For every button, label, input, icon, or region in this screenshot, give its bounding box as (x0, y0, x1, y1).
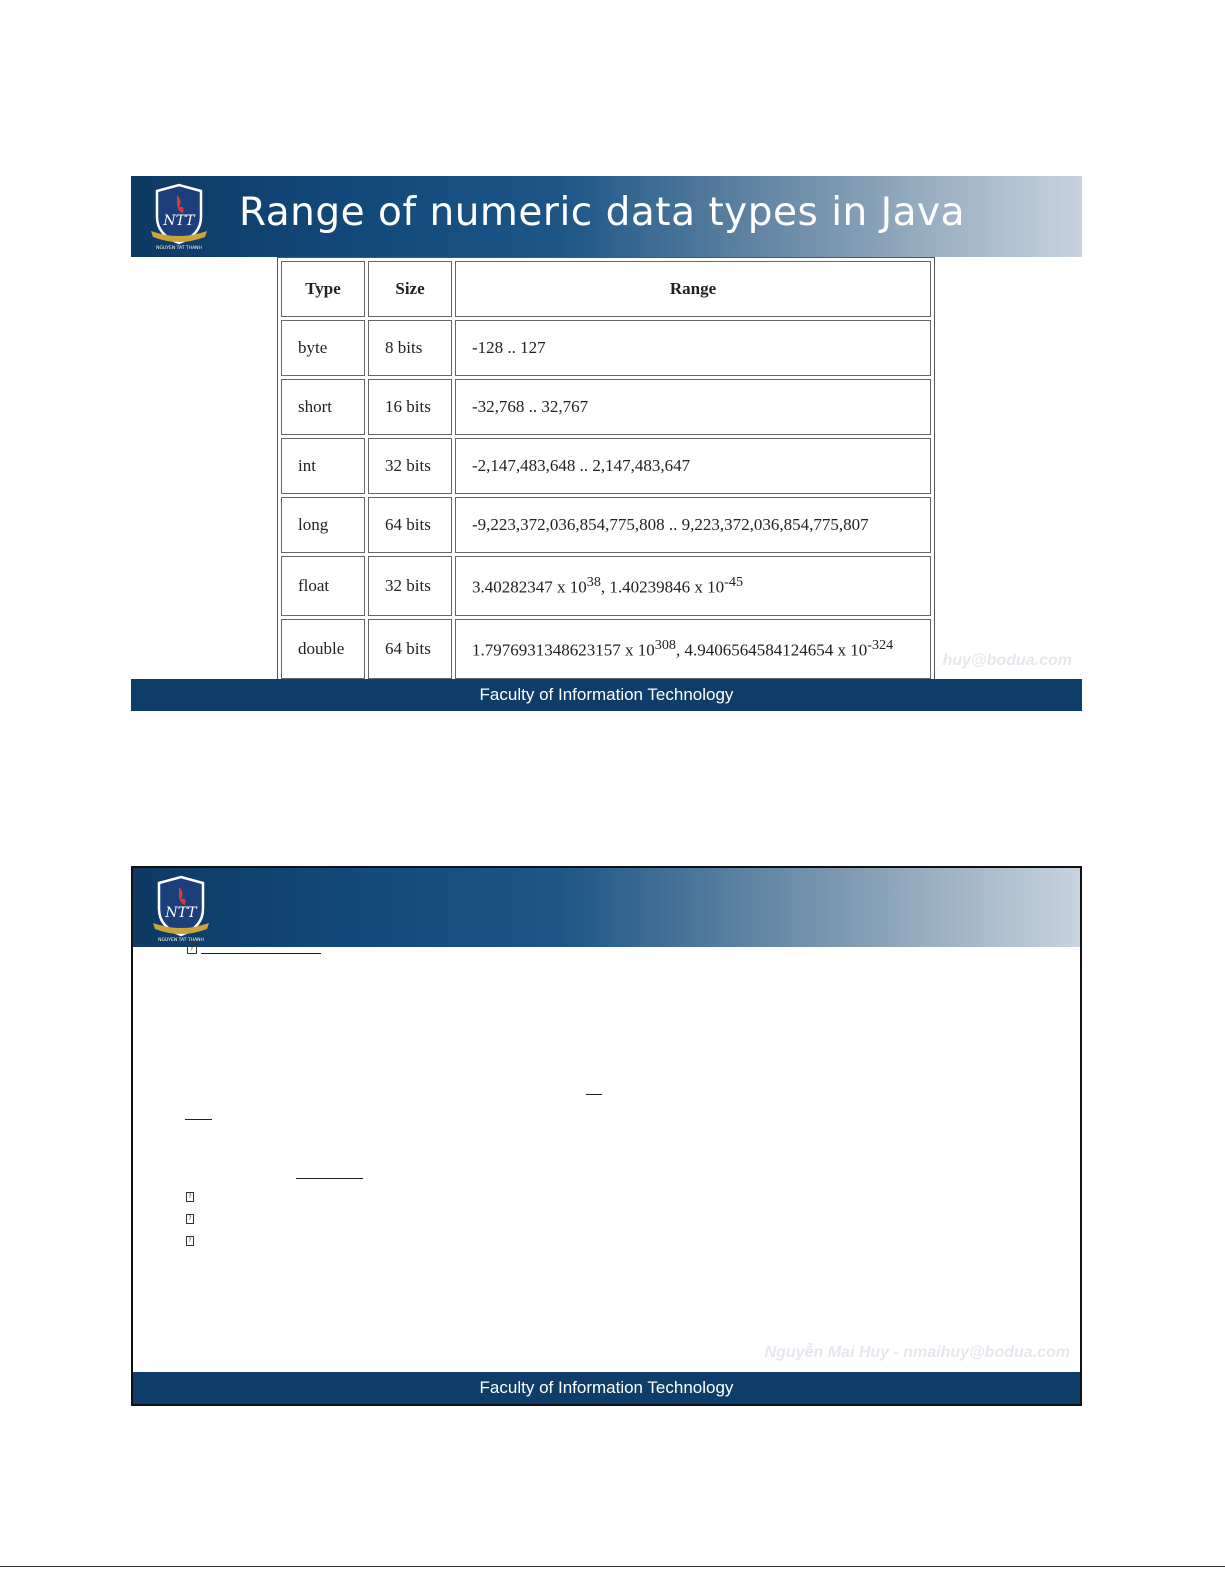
author-watermark: Nguyễn Mai Huy - nmaihuy@bodua.com (764, 1344, 1070, 1361)
table-row (281, 379, 931, 435)
table-row (281, 619, 931, 679)
underline-mark (201, 953, 321, 954)
university-logo-icon (149, 875, 213, 943)
type-cell: long (281, 497, 365, 553)
slide-range-numeric-types (131, 176, 1082, 711)
size-cell: 64 bits (368, 497, 452, 553)
column-header-range: Range (455, 261, 931, 317)
underline-mark (185, 1119, 212, 1120)
table-row (281, 497, 931, 553)
size-cell: 64 bits (368, 619, 452, 679)
range-cell: -2,147,483,648 .. 2,147,483,647 (455, 438, 931, 494)
range-cell: -9,223,372,036,854,775,808 .. 9,223,372,036,854,775,807 (455, 497, 931, 553)
column-header-size: Size (368, 261, 452, 317)
type-cell: short (281, 379, 365, 435)
range-exponent: -324 (867, 637, 894, 654)
range-cell (455, 556, 931, 616)
slide-footer: Faculty of Information Technology (133, 1372, 1080, 1404)
slide-blank-content (131, 866, 1082, 1406)
slide-title: Range of numeric data types in Java (239, 190, 966, 235)
slide-header (133, 868, 1080, 947)
underline-mark (296, 1178, 363, 1179)
svg-text:NGUYEN TAT THANH: NGUYEN TAT THANH (158, 938, 204, 943)
range-cell: -128 .. 127 (455, 320, 931, 376)
type-cell: double (281, 619, 365, 679)
size-cell: 8 bits (368, 320, 452, 376)
range-exponent: 308 (654, 637, 676, 654)
university-logo-icon (147, 183, 211, 251)
range-cell: -32,768 .. 32,767 (455, 379, 931, 435)
size-cell: 32 bits (368, 556, 452, 616)
slide-footer: Faculty of Information Technology (131, 679, 1082, 711)
column-header-type: Type (281, 261, 365, 317)
missing-glyph-bullet-icon: ? (186, 1214, 194, 1224)
table-header-row (281, 261, 931, 317)
size-cell: 16 bits (368, 379, 452, 435)
page-bottom-rule (0, 1566, 1225, 1567)
range-exponent: -45 (724, 574, 744, 591)
range-part: , 1.40239846 x 10 (600, 577, 725, 597)
range-part: 1.7976931348623157 x 10 (472, 640, 655, 660)
range-exponent: 38 (586, 574, 601, 591)
type-cell: byte (281, 320, 365, 376)
missing-glyph-bullet-icon: ? (187, 942, 197, 954)
range-part: 3.40282347 x 10 (472, 577, 587, 597)
author-watermark: huy@bodua.com (942, 652, 1072, 669)
range-part: , 4.9406564584124654 x 10 (675, 640, 868, 660)
missing-glyph-bullet-icon: ? (186, 1236, 194, 1246)
type-cell: float (281, 556, 365, 616)
type-cell: int (281, 438, 365, 494)
svg-text:NTT: NTT (165, 905, 197, 921)
svg-text:NTT: NTT (163, 213, 195, 229)
slide-header (131, 176, 1082, 257)
size-cell: 32 bits (368, 438, 452, 494)
numeric-types-table (277, 257, 935, 683)
missing-glyph-bullet-icon: ? (186, 1192, 194, 1202)
range-cell (455, 619, 931, 679)
table-row (281, 438, 931, 494)
table-row (281, 556, 931, 616)
table-row (281, 320, 931, 376)
svg-text:NGUYEN TAT THANH: NGUYEN TAT THANH (156, 246, 202, 251)
underline-mark (586, 1094, 602, 1095)
